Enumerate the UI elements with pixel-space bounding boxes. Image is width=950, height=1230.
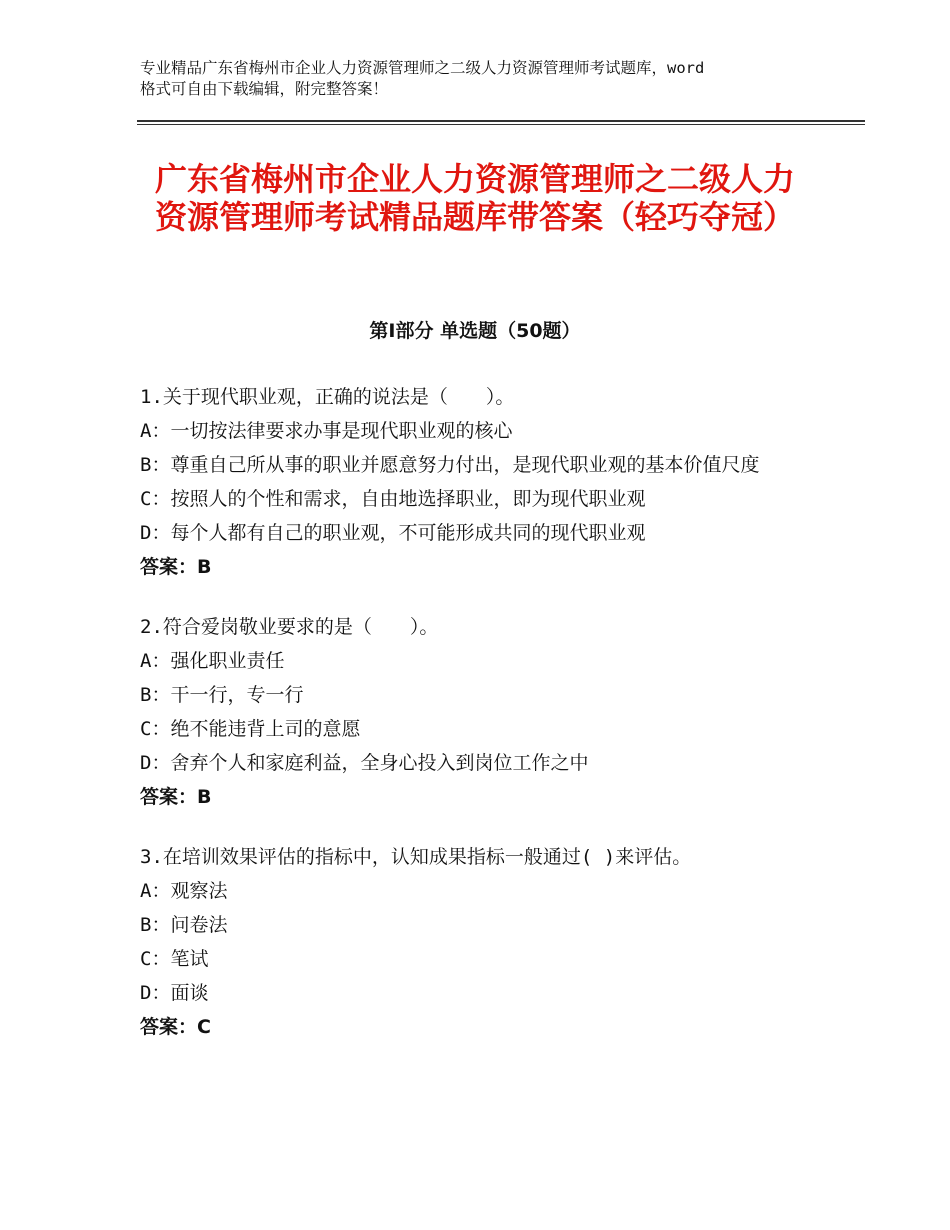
section-title: 第Ⅰ部分 单选题（50题） xyxy=(369,320,581,342)
option-c: C：按照人的个性和需求，自由地选择职业，即为现代职业观 xyxy=(140,488,646,510)
option-b: B：尊重自己所从事的职业并愿意努力付出，是现代职业观的基本价值尺度 xyxy=(140,454,760,476)
option-c: C：笔试 xyxy=(140,948,209,970)
question-3 xyxy=(140,840,820,1044)
header-divider-thick xyxy=(137,120,865,122)
question-stem: 1.关于现代职业观，正确的说法是（ ）。 xyxy=(140,386,515,408)
answer: 答案：B xyxy=(140,556,212,578)
header-divider-thin xyxy=(137,124,865,125)
question-stem: 3.在培训效果评估的指标中，认知成果指标一般通过( )来评估。 xyxy=(140,846,692,868)
answer: 答案：B xyxy=(140,786,212,808)
question-stem: 2.符合爱岗敬业要求的是（ ）。 xyxy=(140,616,439,638)
question-1 xyxy=(140,380,820,584)
document-title: 广东省梅州市企业人力资源管理师之二级人力资源管理师考试精品题库带答案（轻巧夺冠） xyxy=(154,160,795,236)
option-c: C：绝不能违背上司的意愿 xyxy=(140,718,361,740)
header-note-line-1: 专业精品广东省梅州市企业人力资源管理师之二级人力资源管理师考试题库，word xyxy=(140,59,705,77)
question-list xyxy=(140,380,820,1070)
option-b: B：干一行，专一行 xyxy=(140,684,304,706)
option-d: D：每个人都有自己的职业观，不可能形成共同的现代职业观 xyxy=(140,522,646,544)
header-note-line-2: 格式可自由下载编辑，附完整答案！ xyxy=(140,80,389,98)
option-b: B：问卷法 xyxy=(140,914,228,936)
question-2 xyxy=(140,610,820,814)
header-note xyxy=(140,58,840,100)
option-d: D：面谈 xyxy=(140,982,209,1004)
option-a: A：观察法 xyxy=(140,880,228,902)
option-d: D：舍弃个人和家庭利益，全身心投入到岗位工作之中 xyxy=(140,752,589,774)
option-a: A：强化职业责任 xyxy=(140,650,285,672)
option-a: A：一切按法律要求办事是现代职业观的核心 xyxy=(140,420,513,442)
answer: 答案：C xyxy=(140,1016,211,1038)
